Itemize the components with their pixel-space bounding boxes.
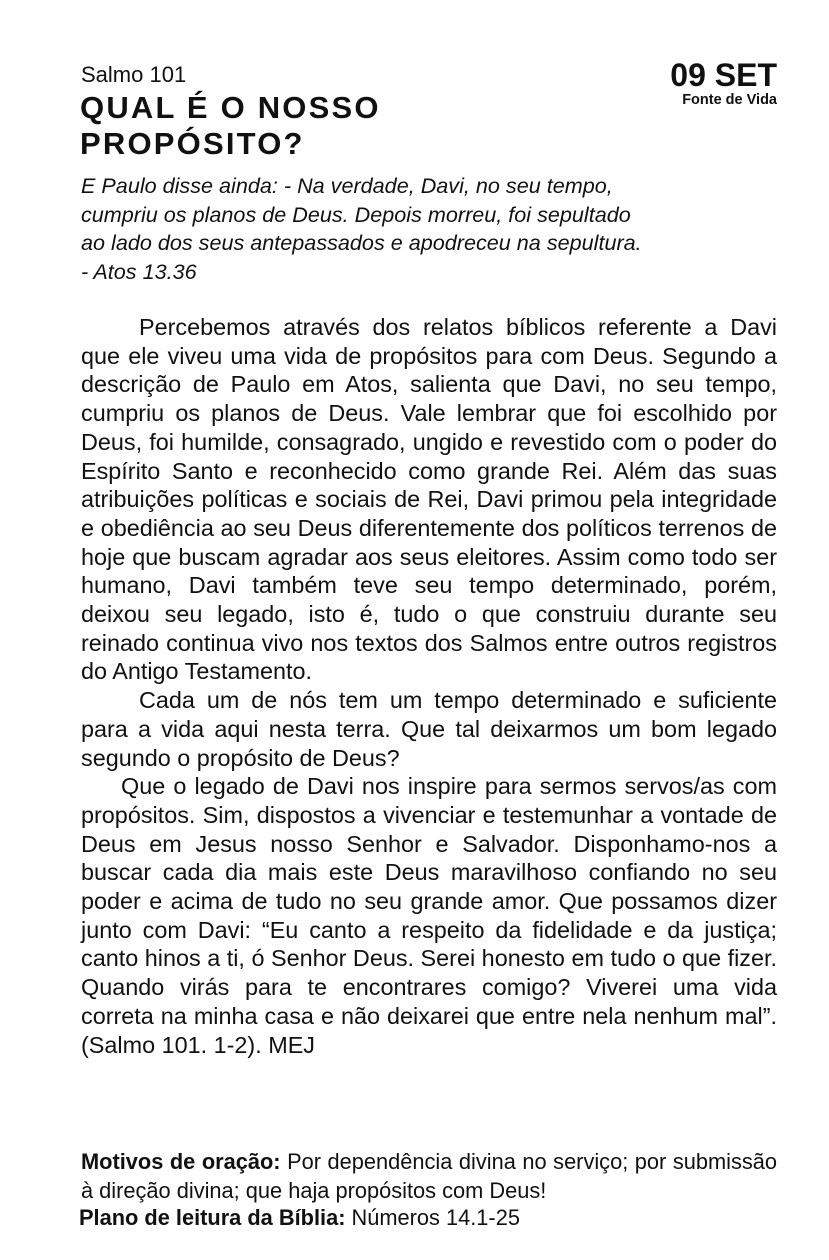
verse-line: ao lado dos seus antepassados e apodreceu na sepultura. — [81, 230, 642, 255]
verse-reference: - Atos 13.36 — [81, 258, 197, 284]
reading-text: Números 14.1-25 — [351, 1205, 520, 1230]
prayer-motives — [81, 1148, 777, 1205]
devotional-body — [81, 313, 777, 1059]
key-verse — [81, 172, 761, 286]
body-paragraph: Cada um de nós tem um tempo determinado e suficiente para a vida aqui nesta terra. Que tal deixarmos um bom legado segundo o propósito de Deus? — [81, 687, 777, 771]
date-label: 09 SET — [670, 57, 777, 93]
body-paragraph: Percebemos através dos relatos bíblicos referente a Davi que ele viveu uma vida de propósitos para com Deus. Segundo a descrição de Paulo em Atos, salienta que Davi, no seu tempo, cumpriu os planos de Deus. Vale lembrar que foi escolhido por Deus, foi humilde, consagrado, ungido e revestido com o poder do Espírito Santo e reconhecido como grande Rei. Além das suas atribuições políticas e sociais de Rei, Davi primou pela integridade e obediência ao seu Deus diferentemente dos políticos terrenos de hoje que buscam agradar aos seus eleitores. Assim como todo ser humano, Davi também teve seu tempo determinado, porém, deixou seu legado, isto é, tudo o que construiu durante seu reinado continua vivo nos textos dos Salmos entre outros registros do Antigo Testamento. — [81, 314, 777, 685]
body-paragraph: Que o legado de Davi nos inspire para sermos servos/as com propósitos. Sim, dispostos a vivenciar e testemunhar a vontade de Deus em Jesus nosso Senhor e Salvador. Disponhamo-nos a buscar cada dia mais este Deus maravilhoso confiando no seu poder e acima de tudo no seu grande amor. Que possamos dizer junto com Davi: “Eu canto a respeito da fidelidade e da justiça; canto hinos a ti, ó Senhor Deus. Serei honesto em tudo o que fizer. Quando virás para te encontrares comigo? Viverei uma vida correta na minha casa e não deixarei que entre nela nenhum mal”. (Salmo 101. 1-2). MEJ — [81, 773, 777, 1058]
prayer-label: Motivos de oração: — [81, 1149, 281, 1174]
prayer-text: Por dependência divina no serviço; por submissão à direção divina; que haja propósitos com Deus! — [81, 1149, 777, 1203]
psalm-reference: Salmo 101 — [81, 62, 187, 87]
source-label: Fonte de Vida — [682, 92, 777, 108]
page-title: QUAL É O NOSSO PROPÓSITO? — [80, 90, 381, 161]
verse-line: E Paulo disse ainda: - Na verdade, Davi, no seu tempo, — [81, 173, 613, 198]
reading-label: Plano de leitura da Bíblia: — [79, 1205, 346, 1230]
verse-line: cumpriu os planos de Deus. Depois morreu, foi sepultado — [81, 201, 631, 227]
reading-plan — [79, 1204, 520, 1233]
